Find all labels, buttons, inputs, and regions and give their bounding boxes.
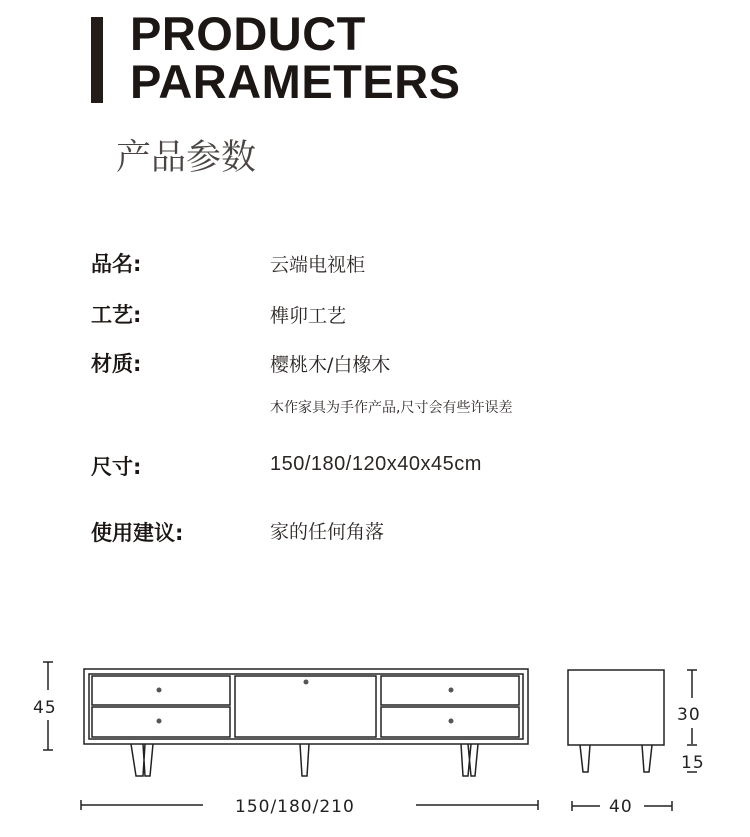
param-label-material: 材质:	[91, 352, 142, 376]
param-label-usage: 使用建议:	[91, 521, 184, 545]
cabinet-side-view	[568, 670, 664, 772]
title-line-2: PARAMETERS	[130, 55, 461, 108]
drawer-knobs	[157, 680, 454, 724]
length-options-label: 150/180/210	[235, 797, 355, 817]
param-value-craft: 榫卯工艺	[270, 305, 347, 327]
page-subtitle: 产品参数	[116, 138, 257, 178]
depth-label: 40	[609, 797, 633, 817]
cabinet-legs	[131, 744, 478, 776]
param-note-material: 木作家具为手作产品,尺寸会有些许误差	[270, 400, 513, 416]
param-value-size: 150/180/120x40x45cm	[270, 453, 482, 475]
param-label-craft: 工艺:	[91, 303, 142, 327]
param-value-usage: 家的任何角落	[270, 521, 385, 543]
leg-height-label: 15	[681, 753, 705, 773]
param-label-name: 品名:	[91, 252, 142, 276]
param-value-material: 樱桃木/白橡木	[270, 354, 391, 376]
param-label-size: 尺寸:	[91, 455, 142, 479]
title-line-1: PRODUCT	[130, 7, 366, 60]
param-value-name: 云端电视柜	[270, 254, 366, 276]
body-height-label: 30	[677, 705, 701, 725]
height-total-label: 45	[33, 698, 57, 718]
